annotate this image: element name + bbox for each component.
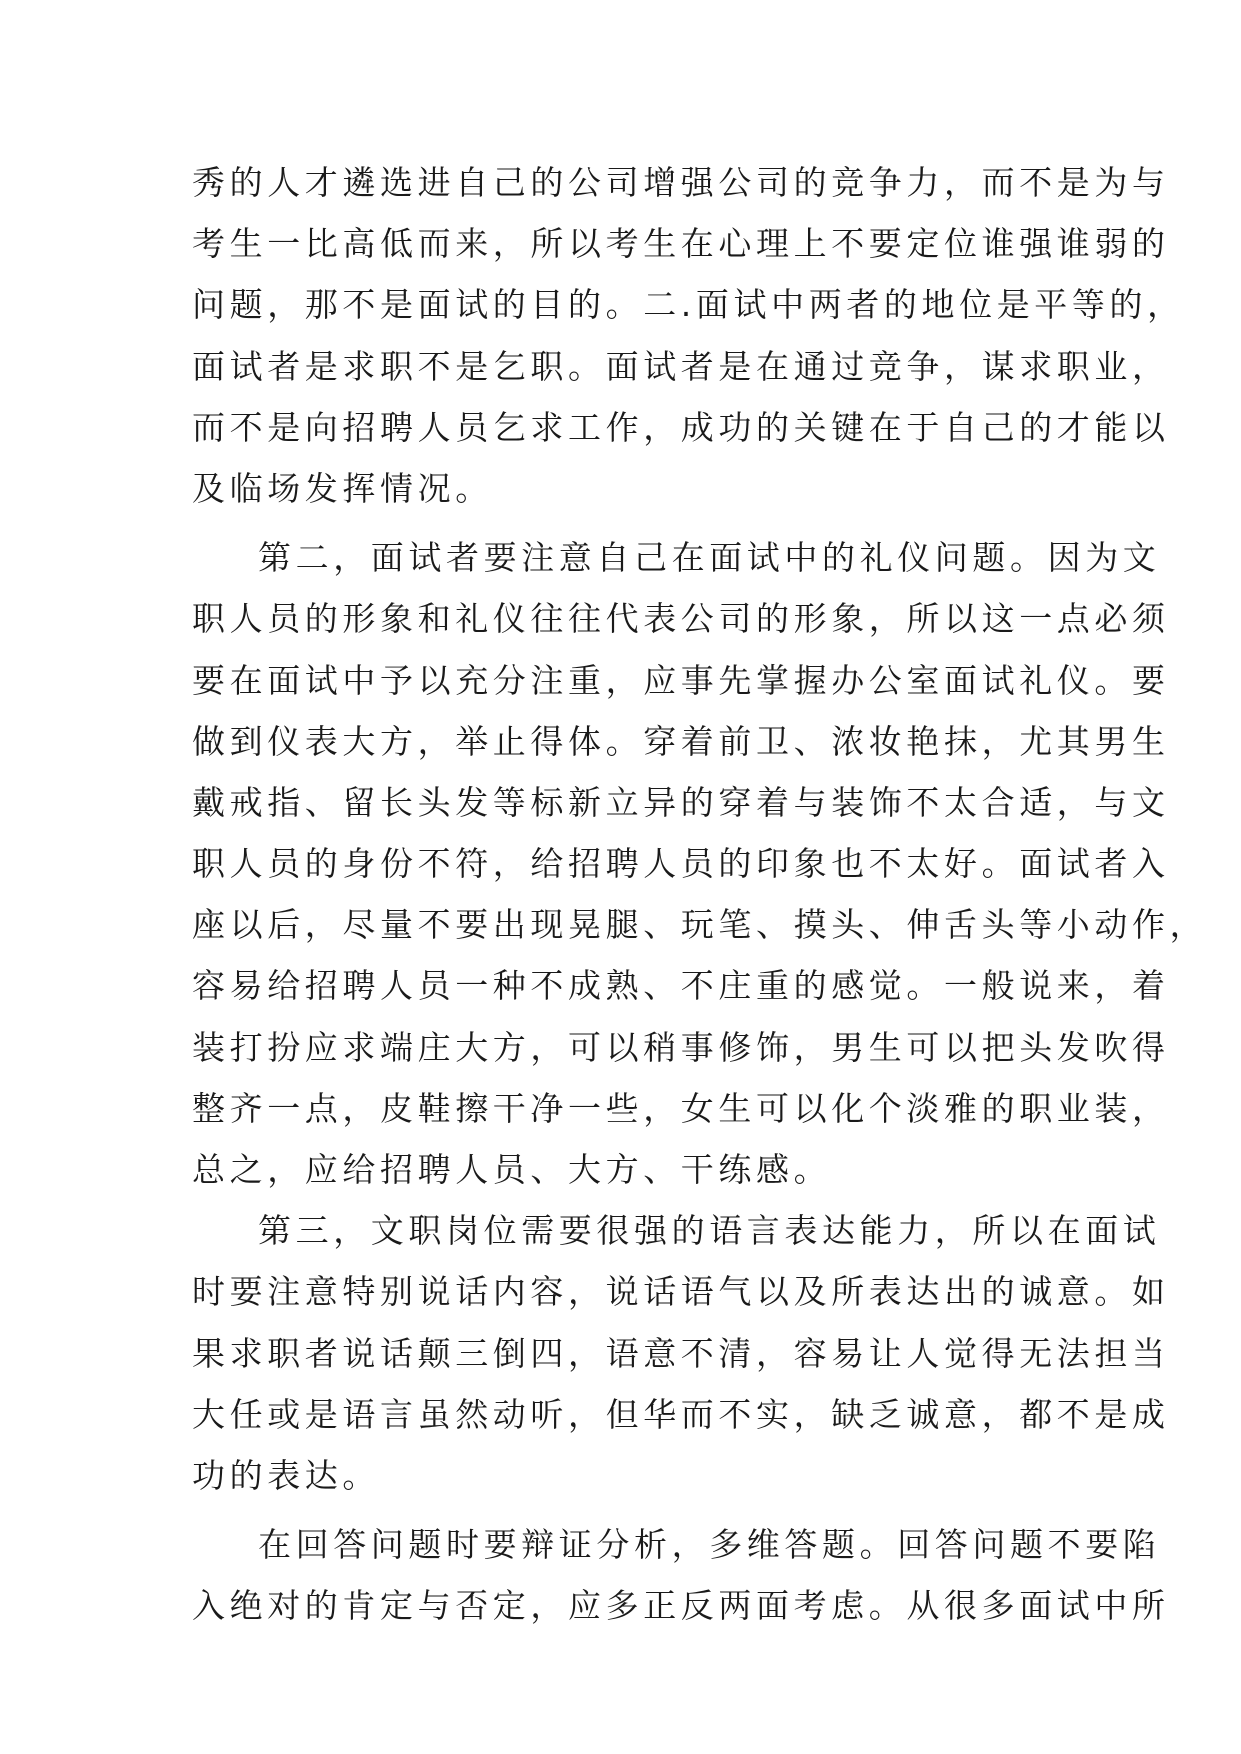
text-line: 整齐一点，皮鞋擦干净一些，女生可以化个淡雅的职业装， <box>192 1088 1170 1128</box>
text-line: 秀的人才遴选进自己的公司增强公司的竞争力，而不是为与 <box>192 163 1170 202</box>
paragraph-3 <box>192 1200 1170 1506</box>
text-line: 第二，面试者要注意自己在面试中的礼仪问题。因为文 <box>258 538 1161 578</box>
text-line: 入绝对的肯定与否定，应多正反两面考虑。从很多面试中所 <box>192 1586 1170 1626</box>
text-line: 座以后，尽量不要出现晃腿、玩笔、摸头、伸舌头等小动作， <box>192 905 1208 945</box>
text-line: 大任或是语言虽然动听，但华而不实，缺乏诚意，都不是成 <box>192 1394 1170 1434</box>
text-line: 职人员的身份不符，给招聘人员的印象也不太好。面试者入 <box>192 844 1170 884</box>
paragraph-1 <box>192 152 1185 519</box>
text-line: 果求职者说话颠三倒四，语意不清，容易让人觉得无法担当 <box>192 1333 1170 1373</box>
text-line: 考生一比高低而来，所以考生在心理上不要定位谁强谁弱的 <box>192 224 1170 264</box>
paragraph-2 <box>192 527 1208 1200</box>
text-line: 做到仪表大方，举止得体。穿着前卫、浓妆艳抹，尤其男生 <box>192 721 1170 761</box>
paragraph-4 <box>192 1514 1170 1636</box>
text-line: 总之，应给招聘人员、大方、干练感。 <box>192 1150 832 1189</box>
text-line: 时要注意特别说话内容，说话语气以及所表达出的诚意。如 <box>192 1272 1170 1312</box>
text-line: 要在面试中予以充分注重，应事先掌握办公室面试礼仪。要 <box>192 660 1170 700</box>
document-body <box>192 152 1208 1637</box>
text-line: 功的表达。 <box>192 1455 380 1495</box>
text-line: 装打扮应求端庄大方，可以稍事修饰，男生可以把头发吹得 <box>192 1027 1170 1067</box>
text-line: 职人员的形象和礼仪往往代表公司的形象，所以这一点必须 <box>192 599 1170 639</box>
text-line: 问题，那不是面试的目的。二.面试中两者的地位是平等的， <box>192 285 1185 325</box>
text-line: 戴戒指、留长头发等标新立异的穿着与装饰不太合适，与文 <box>192 782 1170 822</box>
text-line: 容易给招聘人员一种不成熟、不庄重的感觉。一般说来，着 <box>192 966 1170 1006</box>
text-line: 面试者是求职不是乞职。面试者是在通过竞争，谋求职业， <box>192 346 1170 386</box>
text-line: 在回答问题时要辩证分析，多维答题。回答问题不要陷 <box>258 1525 1161 1565</box>
text-line: 而不是向招聘人员乞求工作，成功的关键在于自己的才能以 <box>192 407 1170 447</box>
text-line: 第三，文职岗位需要很强的语言表达能力，所以在面试 <box>258 1211 1161 1251</box>
text-line: 及临场发挥情况。 <box>192 468 493 508</box>
